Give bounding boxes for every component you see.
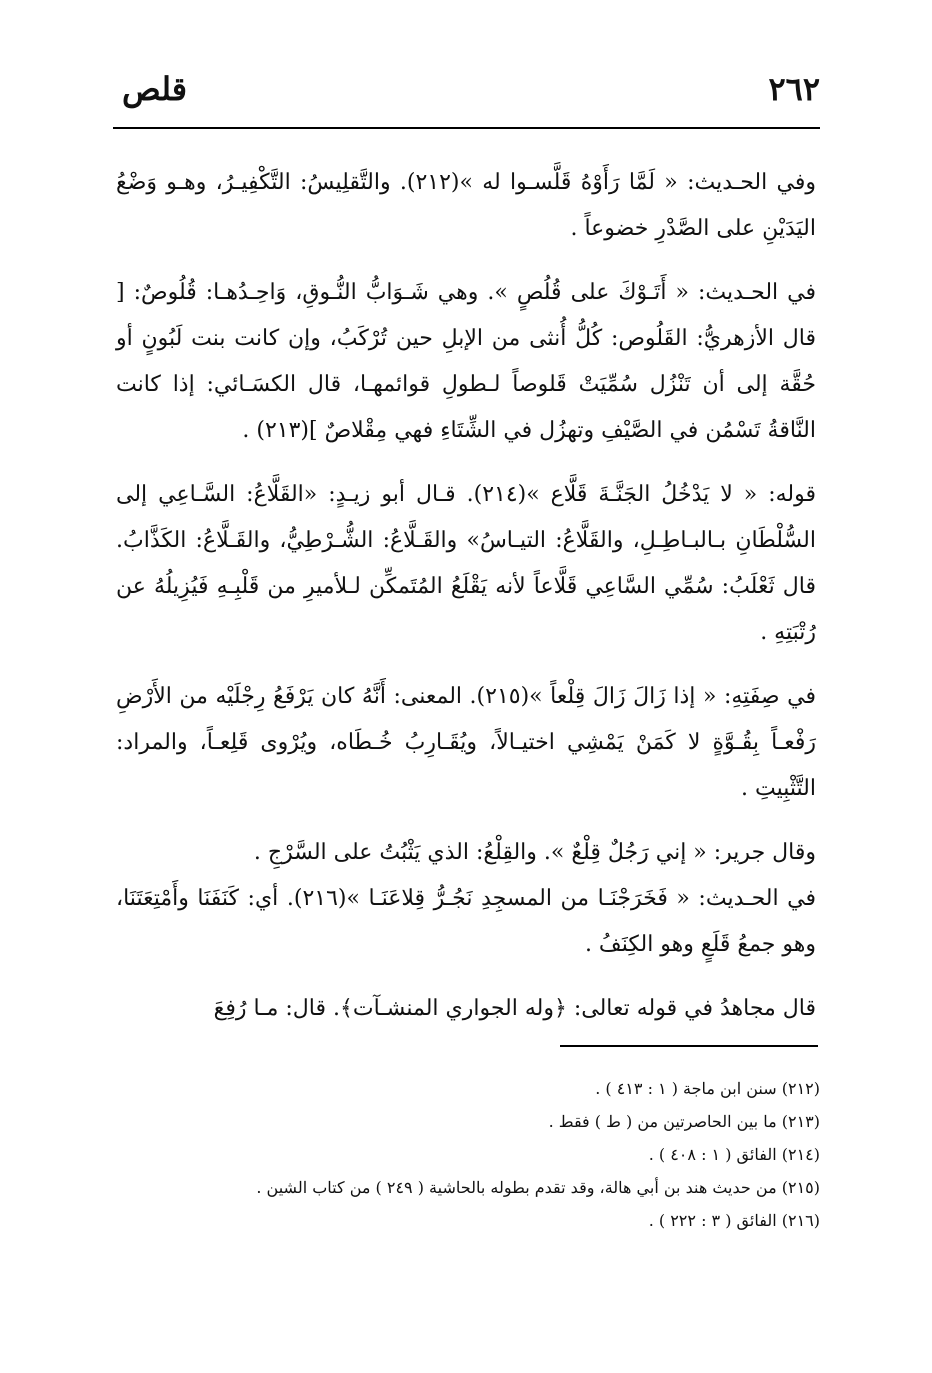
footnotes [112,1072,820,1237]
entry-text: قال مجاهدُ في قوله تعالى: ﴿وله الجواري المنشـآت﴾. قال: مـا رُفِعَ [213,996,816,1021]
page-body [116,160,816,1050]
entry-text: في الحـديث: « فَخَرَجْنَـا من المسجِدِ نَجُـرُّ قِلاعَنَـا »(٢١٦). أي: كَنَفَنَا وأَمْتِعَتَنَا، وهو جمعُ قَلَعٍ وهو الكِنَفُ . [116,886,816,957]
entry-text: وفي الحـديث: « لَمَّا رَأَوْهُ قَلَّسـوا له »(٢١٢). والتَّقلِيسُ: التَّكْفِيـرُ، وهـو وَضْعُ اليَدَيْنِ على الصَّدْرِ خضوعاً . [116,170,816,241]
header-rule [113,127,820,129]
footnote: (٢١٥) من حديث هند بن أبي هالة، وقد تقدم بطوله بالحاشية ( ٢٤٩ ) من كتاب الشين . [256,1178,820,1197]
entry-text: في صِفَتِهِ: « إذا زَالَ زَالَ قِلْعاً »(٢١٥). المعنى: أَنَّهُ كان يَرْفَعُ رِجْلَيْه من الأَرْضِ رَفْعـاً بِقُـوَّةٍ لا كَمَنْ يَمْشِي اختيـالاً، ويُقَـارِبُ خُـطَاه، ويُرْوى قَلِعـاً، والمراد: التَّثْبِيتِ . [116,684,816,801]
entry-qil [116,830,816,968]
entry-mujahid [116,986,816,1032]
footnote: (٢١٤) الفائق ( ١ : ٤٠٨ ) . [648,1145,820,1164]
entry-text: قوله: « لا يَدْخُلُ الجَنَّـةَ قَلَّاع »(٢١٤). قـال أبو زيـدٍ: «القَلَّاعُ: السَّـاعِي إلى السُّلْطَانِ بـالبـاطِـلِ، والقَلَّاعُ: التيـاسُ» والقَـلَّاعُ: الشُّـرْطِيُّ، والقَـلَّاعُ: الكَذَّابُ. قال ثَعْلَبُ: سُمِّي السَّاعِي قَلَّاعاً لأنه يَقْلَعُ المُتَمكِّن لـلأميرِ من قَلْبِـهِ فَيُزِيلُهُ عن رُتْبَتِهِ . [116,482,816,645]
entry-text: في الحـديث: « أَتَـوْكَ على قُلُصٍ ». وهي شَـوَابُّ النُّـوقِ، وَاحِـدُهـا: قُلُوصٌ: [ قال الأزهريُّ: القَلُوص: كُلُّ أُنثى من الإبلِ حين تُرْكَبُ، وإن كانت بنت لَبُونٍ أو حُقَّة إلى أن تَنْزُل سُمِّيَتْ قَلوصاً لـطولِ قوائمهـا، قال الكسَـائي: إذا كانت النَّاقةُ تَسْمُن في الصَّيْفِ وتهزُل في الشِّتَاءِ فهي مِقْلاصٌ ](٢١٣) . [116,280,816,443]
footnote: (٢١٢) سنن ابن ماجة ( ١ : ٤١٣ ) . [595,1079,820,1098]
entry-qulus [116,270,816,454]
footnote: (٢١٣) ما بين الحاصرتين من ( ط ) فقط . [548,1112,820,1131]
entry-qallaa [116,472,816,656]
entry-qilan [116,674,816,812]
entry-taqlis [116,160,816,252]
footnote: (٢١٦) الفائق ( ٣ : ٢٢٢ ) . [648,1211,820,1230]
running-head-title: قلص [122,70,188,108]
page-number: ٢٦٢ [768,70,820,108]
entry-text: وقال جرير: « إني رَجُلٌ قِلْعٌ ». والقِلْعُ: الذي يَثْبُتُ على السَّرْجِ . [253,840,816,865]
footnotes-rule [560,1045,818,1047]
